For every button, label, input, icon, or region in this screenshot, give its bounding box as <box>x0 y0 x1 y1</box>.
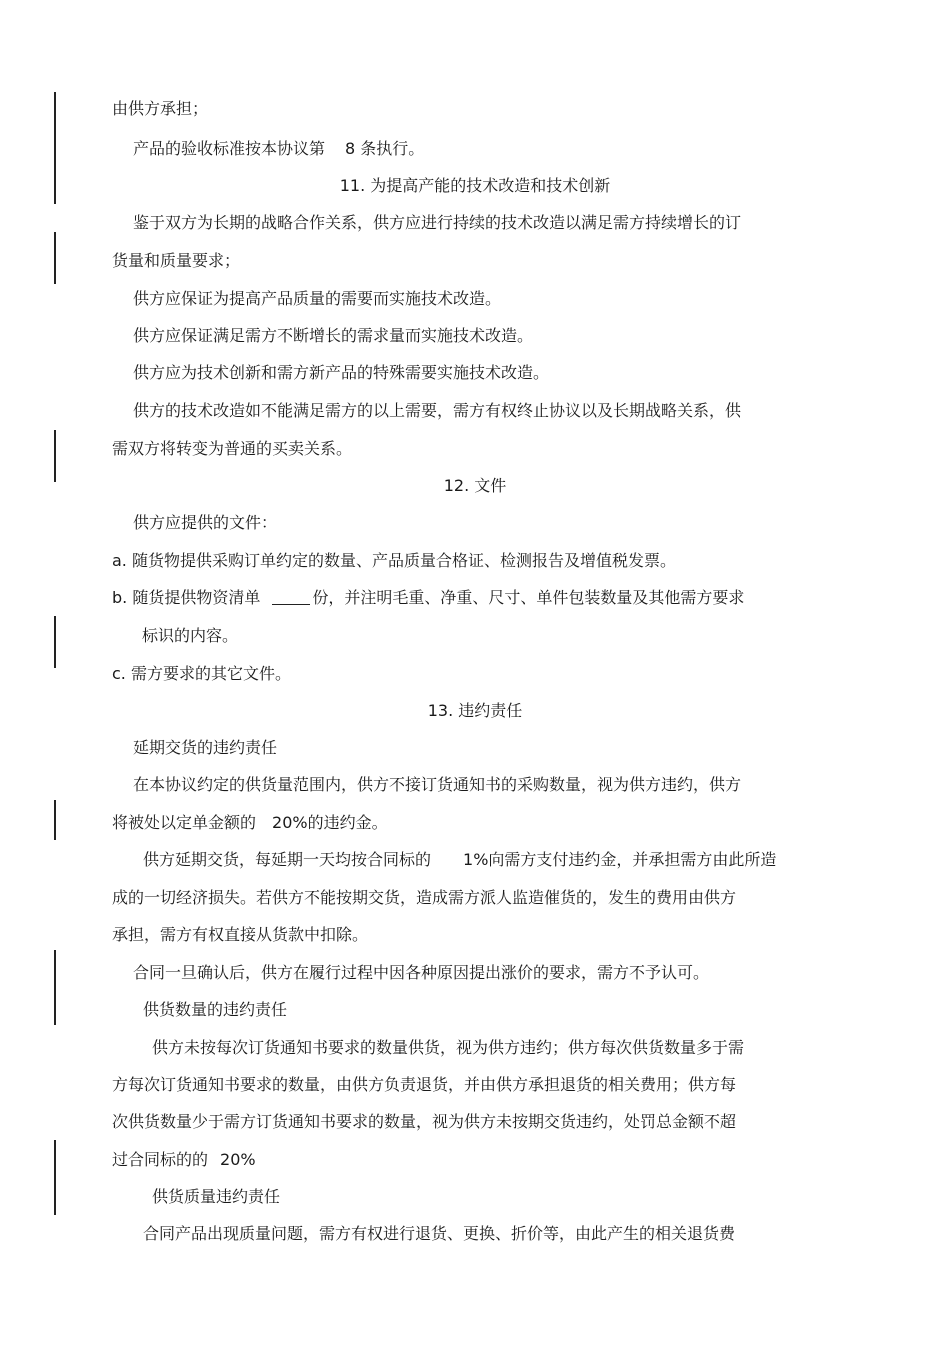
subheading: 供货数量的违约责任 <box>143 1000 288 1019</box>
margin-bar <box>54 950 56 1025</box>
penalty-rate: 20% <box>272 813 308 832</box>
text-segment: 8 条执行。 <box>345 139 425 158</box>
text-line: 合同一旦确认后，供方在履行过程中因各种原因提出涨价的要求，需方不予认可。 <box>133 963 710 982</box>
text-segment: 份，并注明毛重、净重、尺寸、单件包装数量及其他需方要求 <box>312 588 745 607</box>
penalty-rate: 1% <box>463 850 489 869</box>
margin-bar <box>54 1140 56 1215</box>
text-line: 次供货数量少于需方订货通知书要求的数量，视为供方未按期交货违约，处罚总金额不超 <box>112 1112 737 1131</box>
text-line <box>143 849 776 871</box>
text-line <box>133 138 424 160</box>
text-line: 在本协议约定的供货量范围内，供方不接订货通知书的采购数量，视为供方违约，供方 <box>133 775 742 794</box>
text-line <box>112 1149 256 1171</box>
margin-bar <box>54 232 56 284</box>
text-line: 供方未按每次订货通知书要求的数量供货，视为供方违约；供方每次供货数量多于需 <box>152 1038 745 1057</box>
text-line: 供方应为技术创新和需方新产品的特殊需要实施技术改造。 <box>133 363 550 382</box>
text-line: 供方应保证为提高产品质量的需要而实施技术改造。 <box>133 289 502 308</box>
margin-bar <box>54 616 56 668</box>
text-segment: 将被处以定单金额的 <box>112 813 257 832</box>
section-heading: 13. 违约责任 <box>427 701 523 720</box>
text-line: 需双方将转变为普通的买卖关系。 <box>112 439 353 458</box>
text-line: 标识的内容。 <box>142 626 239 645</box>
list-item: c. 需方要求的其它文件。 <box>112 664 291 683</box>
text-segment: 的违约金。 <box>307 813 388 832</box>
penalty-rate: 20% <box>220 1150 256 1169</box>
text-line: 由供方承担； <box>112 99 209 118</box>
text-segment: 供方延期交货，每延期一天均按合同标的 <box>143 850 432 869</box>
text-segment: 过合同标的的 <box>112 1150 209 1169</box>
text-line: 供方应提供的文件： <box>133 513 278 532</box>
text-line: 合同产品出现质量问题，需方有权进行退货、更换、折价等，由此产生的相关退货费 <box>143 1224 736 1243</box>
text-line: 供方的技术改造如不能满足需方的以上需要，需方有权终止协议以及长期战略关系，供 <box>133 401 742 420</box>
text-line: 方每次订货通知书要求的数量，由供方负责退货，并由供方承担退货的相关费用；供方每 <box>112 1075 737 1094</box>
text-line: 货量和质量要求； <box>112 251 241 270</box>
text-segment: 产品的验收标准按本协议第 <box>133 139 326 158</box>
text-line: 供方应保证满足需方不断增长的需求量而实施技术改造。 <box>133 326 534 345</box>
text-segment: 向需方支付违约金，并承担需方由此所造 <box>488 850 777 869</box>
text-line: 承担，需方有权直接从货款中扣除。 <box>112 925 369 944</box>
list-item: a. 随货物提供采购订单约定的数量、产品质量合格证、检测报告及增值税发票。 <box>112 551 676 570</box>
text-segment: b. 随货提供物资清单 <box>112 588 261 607</box>
list-item <box>112 587 744 609</box>
text-line: 成的一切经济损失。若供方不能按期交货，造成需方派人监造催货的，发生的费用由供方 <box>112 888 737 907</box>
section-heading: 11. 为提高产能的技术改造和技术创新 <box>339 176 611 195</box>
subheading: 供货质量违约责任 <box>152 1187 281 1206</box>
section-heading: 12. 文件 <box>443 476 507 495</box>
text-line <box>112 812 388 834</box>
margin-bar <box>54 800 56 840</box>
text-line: 鉴于双方为长期的战略合作关系，供方应进行持续的技术改造以满足需方持续增长的订 <box>133 213 742 232</box>
fill-in-blank <box>272 589 310 605</box>
subheading: 延期交货的违约责任 <box>133 738 278 757</box>
